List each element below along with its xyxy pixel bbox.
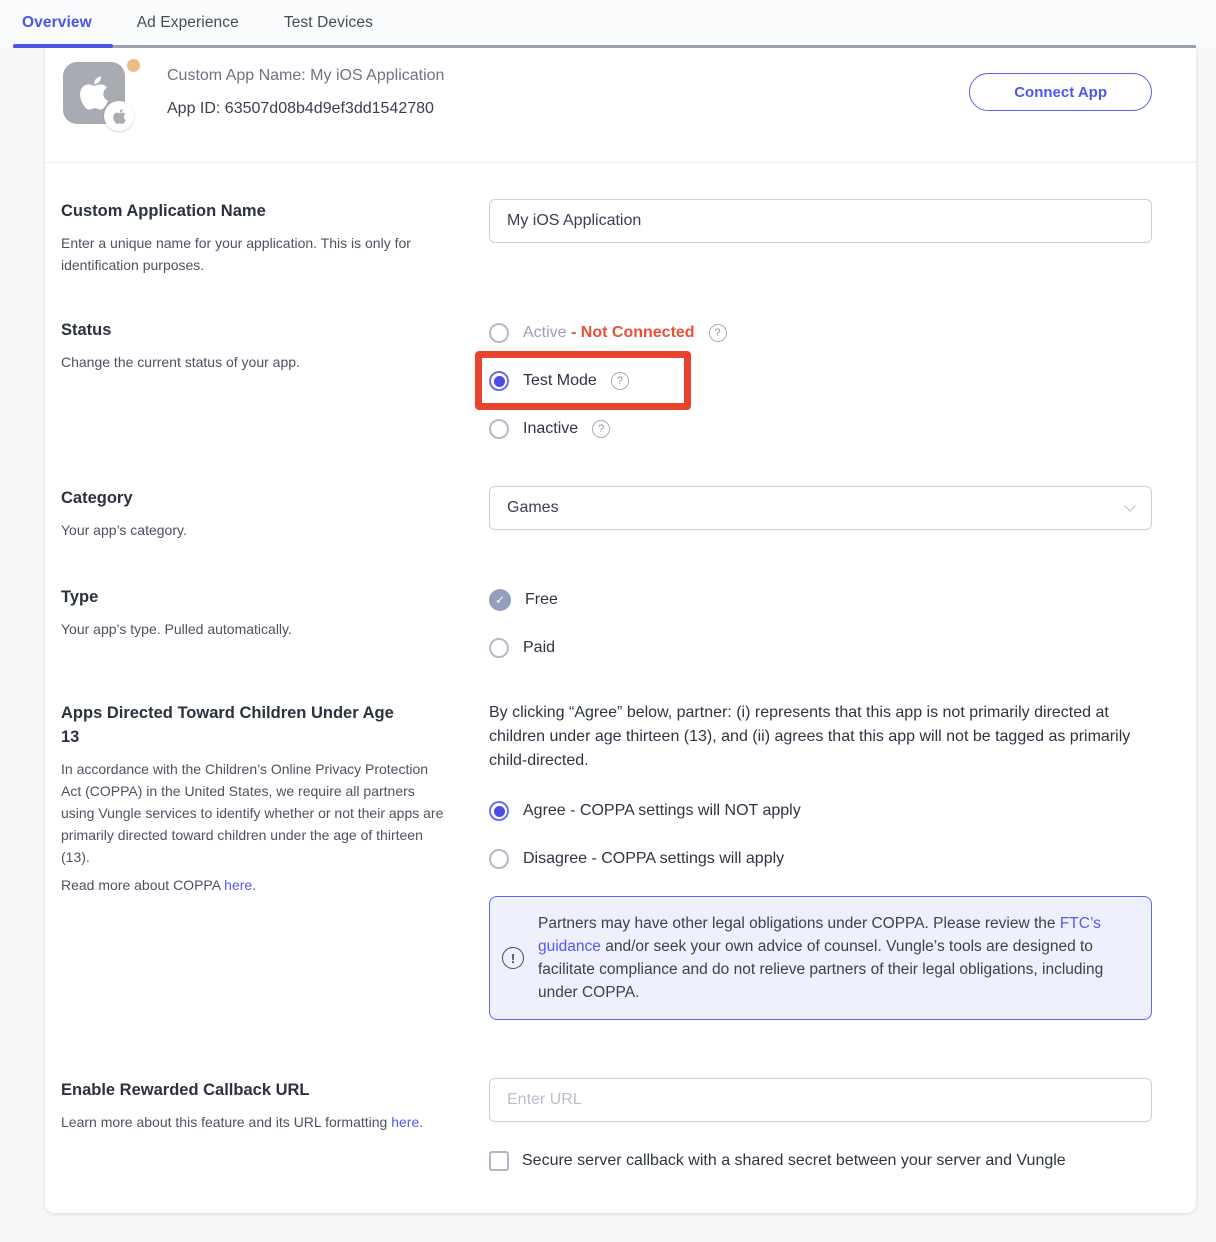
app-id-line: App ID: 63507d08b4d9ef3dd1542780 (167, 100, 434, 117)
app-settings-card (45, 48, 1196, 1213)
active-radio[interactable] (489, 323, 509, 343)
agree-label: Agree - COPPA settings will NOT apply (523, 802, 801, 819)
test-mode-label: Test Mode (523, 372, 597, 389)
status-title: Status (61, 321, 112, 339)
inactive-help-icon[interactable]: ? (592, 420, 610, 438)
type-option-paid (489, 633, 1152, 663)
not-connected-label: - Not Connected (571, 324, 695, 341)
free-checked-icon: ✓ (489, 589, 511, 611)
type-title: Type (61, 588, 99, 606)
callback-description-suffix: . (419, 1114, 424, 1130)
custom-name-title: Custom Application Name (61, 202, 266, 220)
category-select[interactable] (489, 486, 1152, 530)
callback-title: Enable Rewarded Callback URL (61, 1081, 310, 1099)
section-callback (61, 1078, 1152, 1173)
status-option-inactive (489, 414, 1152, 444)
callback-description (61, 1111, 449, 1133)
tab-test-devices[interactable]: Test Devices (283, 13, 373, 31)
inactive-radio[interactable] (489, 419, 509, 439)
paid-radio[interactable] (489, 638, 509, 658)
section-custom-name (61, 199, 1152, 276)
ftc-guidance-link[interactable]: FTC’s guidance (538, 915, 1101, 955)
status-description: Change the current status of your app. (61, 354, 300, 370)
pending-status-dot-icon (127, 59, 140, 72)
agree-radio[interactable] (489, 801, 509, 821)
chevron-down-icon (1124, 500, 1135, 511)
secure-callback-option (489, 1148, 1152, 1173)
tab-underline-track (13, 45, 1196, 48)
free-label: Free (525, 591, 558, 608)
secure-callback-checkbox[interactable] (489, 1151, 509, 1171)
apple-platform-badge-icon (104, 101, 134, 131)
tab-bar (0, 0, 1216, 48)
active-help-icon[interactable]: ? (709, 324, 727, 342)
coppa-agreement-text: By clicking “Agree” below, partner: (i) represents that this app is not primarily directed at children under age thirteen (13), and (ii) agrees that this app will not be tagged as primarily child-directed. (489, 704, 1131, 769)
coppa-option-disagree (489, 844, 1152, 874)
status-option-test-mode (489, 366, 1152, 396)
type-option-free (489, 585, 1152, 615)
coppa-notice-box (489, 896, 1152, 1020)
secure-callback-label: Secure server callback with a shared secret between your server and Vungle (522, 1152, 1066, 1169)
category-selected-value: Games (507, 499, 559, 516)
inactive-label: Inactive (523, 420, 579, 437)
paid-label: Paid (523, 639, 556, 656)
custom-name-description: Enter a unique name for your application. This is only for identification purposes. (61, 235, 411, 273)
tab-ad-experience[interactable]: Ad Experience (136, 13, 239, 31)
coppa-read-more (61, 877, 473, 893)
test-mode-help-icon[interactable]: ? (611, 372, 629, 390)
coppa-notice-prefix: Partners may have other legal obligations under COPPA. Please review the (538, 915, 1060, 932)
category-description: Your app’s category. (61, 522, 187, 538)
connect-app-button[interactable]: Connect App (969, 73, 1152, 111)
custom-name-input[interactable] (489, 199, 1152, 243)
disagree-label: Disagree - COPPA settings will apply (523, 850, 785, 867)
coppa-option-agree (489, 796, 1152, 826)
coppa-here-link[interactable]: here (224, 877, 253, 893)
custom-app-name-line: Custom App Name: My iOS Application (167, 67, 445, 84)
tab-overview[interactable]: Overview (22, 13, 92, 31)
tab-active-indicator (13, 44, 113, 48)
status-option-active (489, 318, 1152, 348)
coppa-read-more-prefix: Read more about COPPA (61, 877, 225, 893)
callback-description-prefix: Learn more about this feature and its URL formatting (61, 1114, 392, 1130)
section-status (61, 318, 1152, 444)
app-icon-wrap (63, 62, 127, 126)
coppa-notice-suffix: and/or seek your own advice of counsel. Vungle’s tools are designed to facilitate compliance and do not relieve partners of their legal obligations, including under COPPA. (538, 938, 1104, 1001)
type-description: Your app’s type. Pulled automatically. (61, 621, 292, 637)
coppa-title: Apps Directed Toward Children Under Age 13 (61, 704, 394, 746)
callback-here-link[interactable]: here (391, 1114, 420, 1130)
disagree-radio[interactable] (489, 849, 509, 869)
coppa-read-more-suffix: . (252, 877, 257, 893)
coppa-notice-text (538, 912, 1133, 1004)
section-type (61, 585, 1152, 663)
section-coppa (61, 701, 1152, 1020)
callback-url-input[interactable] (489, 1078, 1152, 1122)
test-mode-radio[interactable] (489, 371, 509, 391)
settings-form (45, 163, 1196, 1213)
category-title: Category (61, 489, 133, 507)
active-label: Active (523, 324, 567, 341)
alert-icon: ! (502, 947, 524, 969)
coppa-description: In accordance with the Children’s Online Privacy Protection Act (COPPA) in the United States, we require all partners using Vungle services to identify whether or not their apps are primarily directed toward children under the age of thirteen (13). (61, 761, 444, 865)
app-header (45, 48, 1196, 163)
section-category (61, 486, 1152, 541)
